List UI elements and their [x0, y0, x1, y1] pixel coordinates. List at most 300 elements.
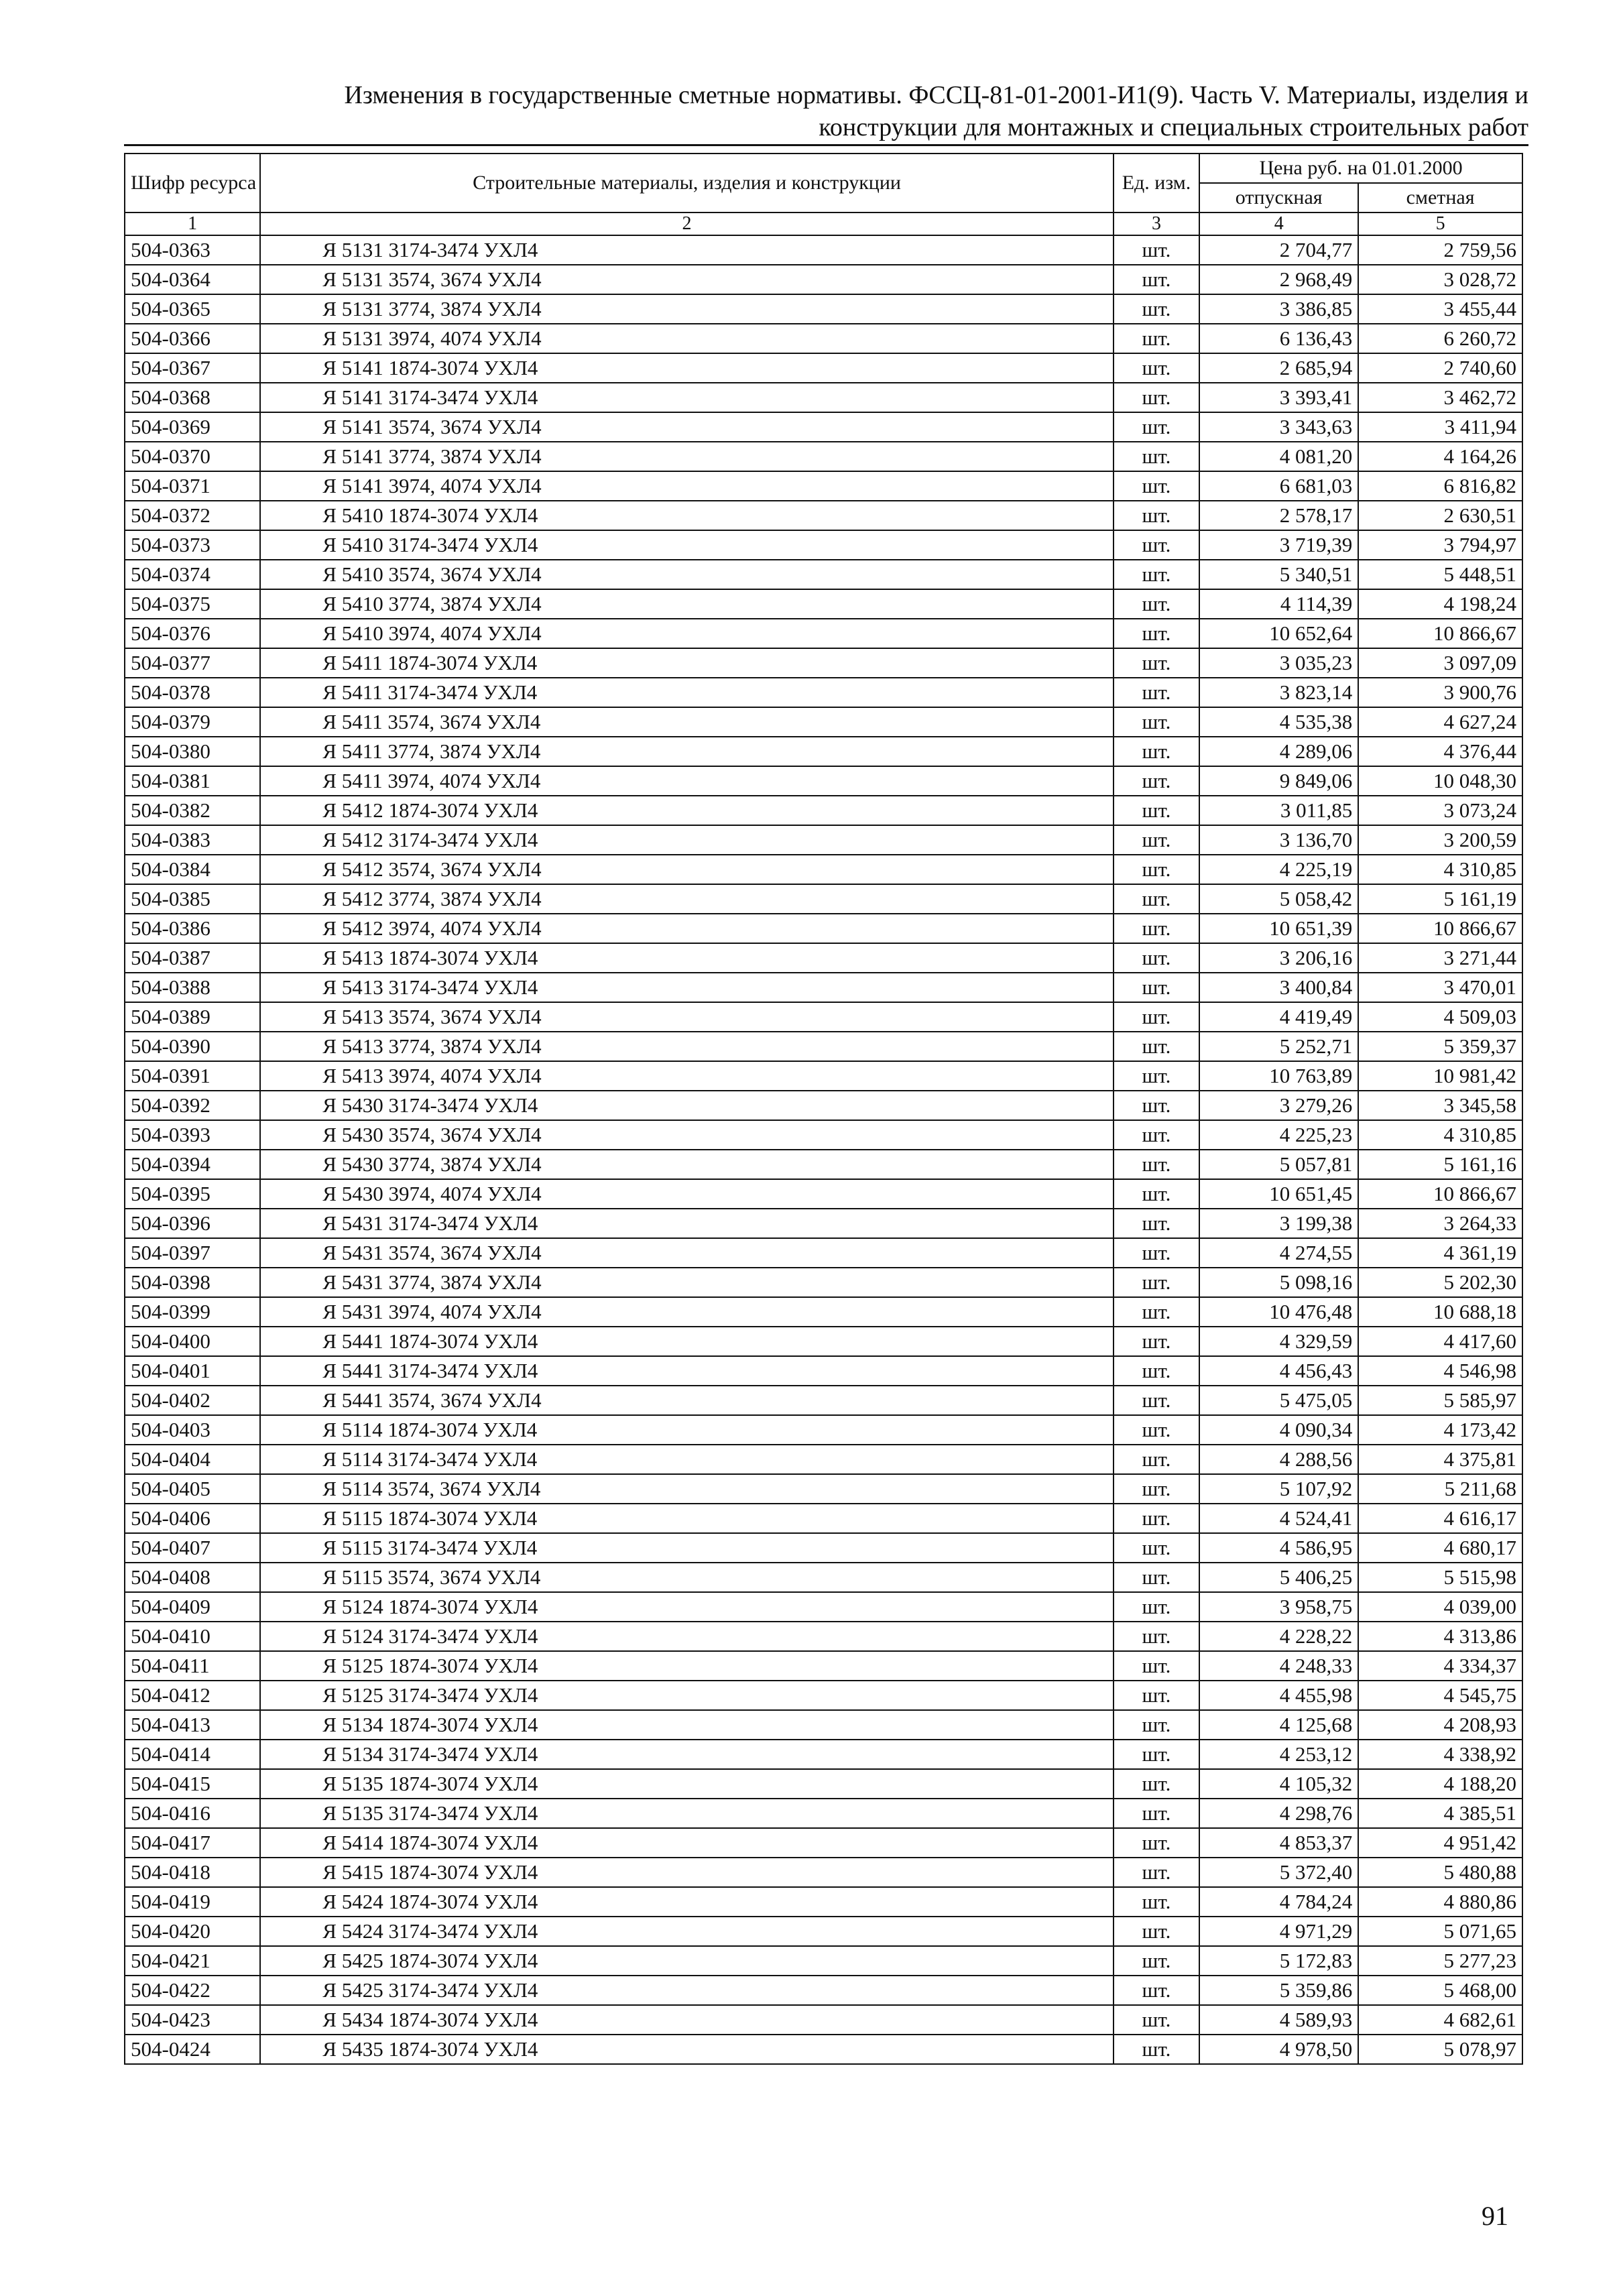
release-price-cell: 2 685,94 — [1199, 353, 1358, 383]
table-row — [125, 1533, 1522, 1563]
estimate-price-cell: 4 198,24 — [1358, 589, 1522, 619]
resource-code-cell: 504-0421 — [125, 1946, 260, 1976]
estimate-price-cell: 10 688,18 — [1358, 1297, 1522, 1327]
estimate-price-cell: 5 515,98 — [1358, 1563, 1522, 1592]
resource-code-cell: 504-0388 — [125, 973, 260, 1002]
release-price-cell: 10 651,45 — [1199, 1179, 1358, 1209]
unit-cell: шт. — [1114, 324, 1199, 353]
unit-cell: шт. — [1114, 1563, 1199, 1592]
estimate-price-cell: 5 071,65 — [1358, 1917, 1522, 1946]
table-row — [125, 1681, 1522, 1710]
release-price-cell: 4 419,49 — [1199, 1002, 1358, 1032]
table-row — [125, 442, 1522, 471]
release-price-cell: 2 704,77 — [1199, 235, 1358, 265]
material-name-cell: Я 5411 1874-3074 УХЛ4 — [260, 648, 1114, 678]
estimate-price-cell: 4 509,03 — [1358, 1002, 1522, 1032]
unit-cell: шт. — [1114, 2005, 1199, 2035]
estimate-price-cell: 4 376,44 — [1358, 737, 1522, 766]
release-price-cell: 4 971,29 — [1199, 1917, 1358, 1946]
material-name-cell: Я 5430 3974, 4074 УХЛ4 — [260, 1179, 1114, 1209]
resource-code-cell: 504-0394 — [125, 1150, 260, 1179]
estimate-price-cell: 5 468,00 — [1358, 1976, 1522, 2005]
unit-cell: шт. — [1114, 412, 1199, 442]
material-name-cell: Я 5431 3574, 3674 УХЛ4 — [260, 1238, 1114, 1268]
table-row — [125, 1769, 1522, 1799]
material-name-cell: Я 5441 1874-3074 УХЛ4 — [260, 1327, 1114, 1356]
resource-code-cell: 504-0374 — [125, 560, 260, 589]
resource-code-cell: 504-0416 — [125, 1799, 260, 1828]
table-row — [125, 1179, 1522, 1209]
material-name-cell: Я 5141 3174-3474 УХЛ4 — [260, 383, 1114, 412]
estimate-price-cell: 4 546,98 — [1358, 1356, 1522, 1386]
material-name-cell: Я 5134 1874-3074 УХЛ4 — [260, 1710, 1114, 1740]
table-row — [125, 1386, 1522, 1415]
material-name-cell: Я 5414 1874-3074 УХЛ4 — [260, 1828, 1114, 1858]
col-header-name: Строительные материалы, изделия и конструкции — [260, 154, 1114, 213]
resource-code-cell: 504-0413 — [125, 1710, 260, 1740]
material-name-cell: Я 5412 3174-3474 УХЛ4 — [260, 825, 1114, 855]
table-row — [125, 1799, 1522, 1828]
unit-cell: шт. — [1114, 1710, 1199, 1740]
material-name-cell: Я 5131 3174-3474 УХЛ4 — [260, 235, 1114, 265]
table-row — [125, 2035, 1522, 2064]
release-price-cell: 4 586,95 — [1199, 1533, 1358, 1563]
unit-cell: шт. — [1114, 914, 1199, 943]
release-price-cell: 5 340,51 — [1199, 560, 1358, 589]
release-price-cell: 3 279,26 — [1199, 1091, 1358, 1120]
material-name-cell: Я 5430 3574, 3674 УХЛ4 — [260, 1120, 1114, 1150]
table-row — [125, 1356, 1522, 1386]
resource-code-cell: 504-0408 — [125, 1563, 260, 1592]
estimate-price-cell: 4 417,60 — [1358, 1327, 1522, 1356]
estimate-price-cell: 3 470,01 — [1358, 973, 1522, 1002]
release-price-cell: 4 081,20 — [1199, 442, 1358, 471]
unit-cell: шт. — [1114, 825, 1199, 855]
estimate-price-cell: 10 866,67 — [1358, 914, 1522, 943]
release-price-cell: 4 455,98 — [1199, 1681, 1358, 1710]
unit-cell: шт. — [1114, 1976, 1199, 2005]
resource-code-cell: 504-0401 — [125, 1356, 260, 1386]
material-name-cell: Я 5411 3774, 3874 УХЛ4 — [260, 737, 1114, 766]
material-name-cell: Я 5134 3174-3474 УХЛ4 — [260, 1740, 1114, 1769]
material-name-cell: Я 5430 3774, 3874 УХЛ4 — [260, 1150, 1114, 1179]
resource-code-cell: 504-0373 — [125, 530, 260, 560]
unit-cell: шт. — [1114, 855, 1199, 884]
material-name-cell: Я 5115 3174-3474 УХЛ4 — [260, 1533, 1114, 1563]
table-row — [125, 265, 1522, 294]
estimate-price-cell: 4 680,17 — [1358, 1533, 1522, 1563]
release-price-cell: 4 289,06 — [1199, 737, 1358, 766]
estimate-price-cell: 4 385,51 — [1358, 1799, 1522, 1828]
table-row — [125, 1828, 1522, 1858]
material-name-cell: Я 5441 3574, 3674 УХЛ4 — [260, 1386, 1114, 1415]
release-price-cell: 4 853,37 — [1199, 1828, 1358, 1858]
release-price-cell: 5 406,25 — [1199, 1563, 1358, 1592]
unit-cell: шт. — [1114, 1061, 1199, 1091]
material-name-cell: Я 5124 3174-3474 УХЛ4 — [260, 1622, 1114, 1651]
material-name-cell: Я 5441 3174-3474 УХЛ4 — [260, 1356, 1114, 1386]
resource-code-cell: 504-0395 — [125, 1179, 260, 1209]
release-price-cell: 4 784,24 — [1199, 1887, 1358, 1917]
resource-code-cell: 504-0379 — [125, 707, 260, 737]
unit-cell: шт. — [1114, 1150, 1199, 1179]
resource-code-cell: 504-0419 — [125, 1887, 260, 1917]
unit-cell: шт. — [1114, 1327, 1199, 1356]
resource-code-cell: 504-0412 — [125, 1681, 260, 1710]
estimate-price-cell: 10 866,67 — [1358, 1179, 1522, 1209]
material-name-cell: Я 5125 3174-3474 УХЛ4 — [260, 1681, 1114, 1710]
table-row — [125, 914, 1522, 943]
col-number: 2 — [260, 213, 1114, 235]
resource-code-cell: 504-0410 — [125, 1622, 260, 1651]
resource-code-cell: 504-0380 — [125, 737, 260, 766]
page-number: 91 — [1482, 2201, 1508, 2231]
resource-code-cell: 504-0387 — [125, 943, 260, 973]
table-row — [125, 1120, 1522, 1150]
unit-cell: шт. — [1114, 501, 1199, 530]
material-name-cell: Я 5114 3174-3474 УХЛ4 — [260, 1445, 1114, 1474]
unit-cell: шт. — [1114, 1946, 1199, 1976]
material-name-cell: Я 5431 3174-3474 УХЛ4 — [260, 1209, 1114, 1238]
table-row — [125, 1002, 1522, 1032]
material-name-cell: Я 5431 3974, 4074 УХЛ4 — [260, 1297, 1114, 1327]
material-name-cell: Я 5114 3574, 3674 УХЛ4 — [260, 1474, 1114, 1504]
resource-code-cell: 504-0384 — [125, 855, 260, 884]
material-name-cell: Я 5114 1874-3074 УХЛ4 — [260, 1415, 1114, 1445]
unit-cell: шт. — [1114, 530, 1199, 560]
material-name-cell: Я 5131 3574, 3674 УХЛ4 — [260, 265, 1114, 294]
unit-cell: шт. — [1114, 235, 1199, 265]
table-row — [125, 737, 1522, 766]
unit-cell: шт. — [1114, 353, 1199, 383]
estimate-price-cell: 5 078,97 — [1358, 2035, 1522, 2064]
estimate-price-cell: 3 794,97 — [1358, 530, 1522, 560]
estimate-price-cell: 3 345,58 — [1358, 1091, 1522, 1120]
estimate-price-cell: 3 200,59 — [1358, 825, 1522, 855]
table-row — [125, 766, 1522, 796]
material-name-cell: Я 5435 1874-3074 УХЛ4 — [260, 2035, 1114, 2064]
material-name-cell: Я 5115 1874-3074 УХЛ4 — [260, 1504, 1114, 1533]
material-name-cell: Я 5125 1874-3074 УХЛ4 — [260, 1651, 1114, 1681]
resource-code-cell: 504-0367 — [125, 353, 260, 383]
estimate-price-cell: 3 264,33 — [1358, 1209, 1522, 1238]
estimate-price-cell: 2 740,60 — [1358, 353, 1522, 383]
material-name-cell: Я 5141 3574, 3674 УХЛ4 — [260, 412, 1114, 442]
table-row — [125, 294, 1522, 324]
estimate-price-cell: 4 208,93 — [1358, 1710, 1522, 1740]
material-name-cell: Я 5411 3974, 4074 УХЛ4 — [260, 766, 1114, 796]
release-price-cell: 4 329,59 — [1199, 1327, 1358, 1356]
release-price-cell: 4 535,38 — [1199, 707, 1358, 737]
estimate-price-cell: 10 048,30 — [1358, 766, 1522, 796]
unit-cell: шт. — [1114, 1002, 1199, 1032]
material-name-cell: Я 5413 1874-3074 УХЛ4 — [260, 943, 1114, 973]
price-table — [124, 153, 1523, 2065]
resource-code-cell: 504-0364 — [125, 265, 260, 294]
material-name-cell: Я 5115 3574, 3674 УХЛ4 — [260, 1563, 1114, 1592]
resource-code-cell: 504-0424 — [125, 2035, 260, 2064]
unit-cell: шт. — [1114, 1769, 1199, 1799]
table-row — [125, 1238, 1522, 1268]
col-header-release-price: отпускная — [1199, 183, 1358, 213]
estimate-price-cell: 10 866,67 — [1358, 619, 1522, 648]
estimate-price-cell: 5 277,23 — [1358, 1946, 1522, 1976]
unit-cell: шт. — [1114, 1445, 1199, 1474]
unit-cell: шт. — [1114, 1386, 1199, 1415]
table-row — [125, 1474, 1522, 1504]
estimate-price-cell: 5 161,19 — [1358, 884, 1522, 914]
table-row — [125, 1563, 1522, 1592]
release-price-cell: 3 400,84 — [1199, 973, 1358, 1002]
estimate-price-cell: 4 375,81 — [1358, 1445, 1522, 1474]
unit-cell: шт. — [1114, 265, 1199, 294]
resource-code-cell: 504-0396 — [125, 1209, 260, 1238]
unit-cell: шт. — [1114, 589, 1199, 619]
table-row — [125, 353, 1522, 383]
col-number: 5 — [1358, 213, 1522, 235]
material-name-cell: Я 5413 3574, 3674 УХЛ4 — [260, 1002, 1114, 1032]
resource-code-cell: 504-0391 — [125, 1061, 260, 1091]
estimate-price-cell: 4 310,85 — [1358, 855, 1522, 884]
unit-cell: шт. — [1114, 1533, 1199, 1563]
release-price-cell: 5 057,81 — [1199, 1150, 1358, 1179]
unit-cell: шт. — [1114, 383, 1199, 412]
unit-cell: шт. — [1114, 1032, 1199, 1061]
resource-code-cell: 504-0381 — [125, 766, 260, 796]
unit-cell: шт. — [1114, 1799, 1199, 1828]
unit-cell: шт. — [1114, 1651, 1199, 1681]
table-row — [125, 1858, 1522, 1887]
material-name-cell: Я 5141 1874-3074 УХЛ4 — [260, 353, 1114, 383]
unit-cell: шт. — [1114, 1740, 1199, 1769]
release-price-cell: 4 090,34 — [1199, 1415, 1358, 1445]
table-row — [125, 383, 1522, 412]
resource-code-cell: 504-0406 — [125, 1504, 260, 1533]
unit-cell: шт. — [1114, 1828, 1199, 1858]
unit-cell: шт. — [1114, 1091, 1199, 1120]
unit-cell: шт. — [1114, 1209, 1199, 1238]
resource-code-cell: 504-0375 — [125, 589, 260, 619]
release-price-cell: 4 589,93 — [1199, 2005, 1358, 2035]
estimate-price-cell: 4 310,85 — [1358, 1120, 1522, 1150]
table-row — [125, 530, 1522, 560]
table-row — [125, 648, 1522, 678]
resource-code-cell: 504-0382 — [125, 796, 260, 825]
col-header-unit: Ед. изм. — [1114, 154, 1199, 213]
unit-cell: шт. — [1114, 737, 1199, 766]
resource-code-cell: 504-0389 — [125, 1002, 260, 1032]
release-price-cell: 4 288,56 — [1199, 1445, 1358, 1474]
table-row — [125, 707, 1522, 737]
release-price-cell: 4 105,32 — [1199, 1769, 1358, 1799]
release-price-cell: 5 475,05 — [1199, 1386, 1358, 1415]
table-row — [125, 855, 1522, 884]
material-name-cell: Я 5410 1874-3074 УХЛ4 — [260, 501, 1114, 530]
release-price-cell: 3 958,75 — [1199, 1592, 1358, 1622]
release-price-cell: 3 823,14 — [1199, 678, 1358, 707]
table-row — [125, 1091, 1522, 1120]
unit-cell: шт. — [1114, 1356, 1199, 1386]
material-name-cell: Я 5415 1874-3074 УХЛ4 — [260, 1858, 1114, 1887]
material-name-cell: Я 5410 3974, 4074 УХЛ4 — [260, 619, 1114, 648]
estimate-price-cell: 3 455,44 — [1358, 294, 1522, 324]
release-price-cell: 3 199,38 — [1199, 1209, 1358, 1238]
material-name-cell: Я 5410 3174-3474 УХЛ4 — [260, 530, 1114, 560]
unit-cell: шт. — [1114, 294, 1199, 324]
resource-code-cell: 504-0366 — [125, 324, 260, 353]
table-row — [125, 501, 1522, 530]
table-row — [125, 1917, 1522, 1946]
table-body — [125, 235, 1522, 2064]
release-price-cell: 3 035,23 — [1199, 648, 1358, 678]
material-name-cell: Я 5424 1874-3074 УХЛ4 — [260, 1887, 1114, 1917]
estimate-price-cell: 5 161,16 — [1358, 1150, 1522, 1179]
release-price-cell: 3 206,16 — [1199, 943, 1358, 973]
resource-code-cell: 504-0417 — [125, 1828, 260, 1858]
header-line-1: Изменения в государственные сметные нормативы. ФССЦ-81-01-2001-И1(9). Часть V. Материалы, изделия и — [344, 81, 1528, 109]
table-row — [125, 235, 1522, 265]
resource-code-cell: 504-0363 — [125, 235, 260, 265]
unit-cell: шт. — [1114, 1917, 1199, 1946]
estimate-price-cell: 5 585,97 — [1358, 1386, 1522, 1415]
material-name-cell: Я 5412 1874-3074 УХЛ4 — [260, 796, 1114, 825]
table-row — [125, 589, 1522, 619]
release-price-cell: 4 274,55 — [1199, 1238, 1358, 1268]
estimate-price-cell: 6 816,82 — [1358, 471, 1522, 501]
estimate-price-cell: 5 359,37 — [1358, 1032, 1522, 1061]
release-price-cell: 3 011,85 — [1199, 796, 1358, 825]
resource-code-cell: 504-0411 — [125, 1651, 260, 1681]
release-price-cell: 3 386,85 — [1199, 294, 1358, 324]
estimate-price-cell: 4 173,42 — [1358, 1415, 1522, 1445]
resource-code-cell: 504-0402 — [125, 1386, 260, 1415]
estimate-price-cell: 5 480,88 — [1358, 1858, 1522, 1887]
unit-cell: шт. — [1114, 943, 1199, 973]
table-row — [125, 412, 1522, 442]
resource-code-cell: 504-0414 — [125, 1740, 260, 1769]
release-price-cell: 5 252,71 — [1199, 1032, 1358, 1061]
material-name-cell: Я 5411 3174-3474 УХЛ4 — [260, 678, 1114, 707]
document-header — [121, 79, 1528, 143]
estimate-price-cell: 3 073,24 — [1358, 796, 1522, 825]
col-header-estimate-price: сметная — [1358, 183, 1522, 213]
table-row — [125, 324, 1522, 353]
release-price-cell: 4 248,33 — [1199, 1651, 1358, 1681]
material-name-cell: Я 5413 3774, 3874 УХЛ4 — [260, 1032, 1114, 1061]
unit-cell: шт. — [1114, 1238, 1199, 1268]
release-price-cell: 4 114,39 — [1199, 589, 1358, 619]
release-price-cell: 5 058,42 — [1199, 884, 1358, 914]
table-row — [125, 1297, 1522, 1327]
table-row — [125, 796, 1522, 825]
estimate-price-cell: 4 188,20 — [1358, 1769, 1522, 1799]
unit-cell: шт. — [1114, 1504, 1199, 1533]
unit-cell: шт. — [1114, 560, 1199, 589]
col-number: 1 — [125, 213, 260, 235]
table-row — [125, 825, 1522, 855]
table-row — [125, 1032, 1522, 1061]
material-name-cell: Я 5413 3974, 4074 УХЛ4 — [260, 1061, 1114, 1091]
estimate-price-cell: 3 900,76 — [1358, 678, 1522, 707]
table-row — [125, 471, 1522, 501]
column-number-row — [125, 213, 1522, 235]
resource-code-cell: 504-0418 — [125, 1858, 260, 1887]
release-price-cell: 4 225,19 — [1199, 855, 1358, 884]
material-name-cell: Я 5434 1874-3074 УХЛ4 — [260, 2005, 1114, 2035]
resource-code-cell: 504-0405 — [125, 1474, 260, 1504]
estimate-price-cell: 3 271,44 — [1358, 943, 1522, 973]
table-row — [125, 619, 1522, 648]
release-price-cell: 3 719,39 — [1199, 530, 1358, 560]
table-row — [125, 1061, 1522, 1091]
unit-cell: шт. — [1114, 619, 1199, 648]
material-name-cell: Я 5410 3774, 3874 УХЛ4 — [260, 589, 1114, 619]
table-row — [125, 1415, 1522, 1445]
resource-code-cell: 504-0370 — [125, 442, 260, 471]
material-name-cell: Я 5412 3974, 4074 УХЛ4 — [260, 914, 1114, 943]
material-name-cell: Я 5131 3774, 3874 УХЛ4 — [260, 294, 1114, 324]
release-price-cell: 4 253,12 — [1199, 1740, 1358, 1769]
col-header-price: Цена руб. на 01.01.2000 — [1199, 154, 1522, 183]
estimate-price-cell: 3 097,09 — [1358, 648, 1522, 678]
resource-code-cell: 504-0392 — [125, 1091, 260, 1120]
resource-code-cell: 504-0376 — [125, 619, 260, 648]
resource-code-cell: 504-0404 — [125, 1445, 260, 1474]
release-price-cell: 4 524,41 — [1199, 1504, 1358, 1533]
material-name-cell: Я 5425 1874-3074 УХЛ4 — [260, 1946, 1114, 1976]
resource-code-cell: 504-0385 — [125, 884, 260, 914]
release-price-cell: 4 456,43 — [1199, 1356, 1358, 1386]
unit-cell: шт. — [1114, 796, 1199, 825]
table-row — [125, 1592, 1522, 1622]
resource-code-cell: 504-0386 — [125, 914, 260, 943]
table-row — [125, 1710, 1522, 1740]
estimate-price-cell: 4 361,19 — [1358, 1238, 1522, 1268]
release-price-cell: 2 578,17 — [1199, 501, 1358, 530]
table-row — [125, 1622, 1522, 1651]
resource-code-cell: 504-0390 — [125, 1032, 260, 1061]
estimate-price-cell: 5 202,30 — [1358, 1268, 1522, 1297]
material-name-cell: Я 5135 3174-3474 УХЛ4 — [260, 1799, 1114, 1828]
unit-cell: шт. — [1114, 1622, 1199, 1651]
release-price-cell: 2 968,49 — [1199, 265, 1358, 294]
material-name-cell: Я 5425 3174-3474 УХЛ4 — [260, 1976, 1114, 2005]
resource-code-cell: 504-0415 — [125, 1769, 260, 1799]
estimate-price-cell: 4 039,00 — [1358, 1592, 1522, 1622]
estimate-price-cell: 3 028,72 — [1358, 265, 1522, 294]
release-price-cell: 5 359,86 — [1199, 1976, 1358, 2005]
release-price-cell: 4 978,50 — [1199, 2035, 1358, 2064]
unit-cell: шт. — [1114, 648, 1199, 678]
material-name-cell: Я 5141 3774, 3874 УХЛ4 — [260, 442, 1114, 471]
table-row — [125, 678, 1522, 707]
material-name-cell: Я 5412 3574, 3674 УХЛ4 — [260, 855, 1114, 884]
estimate-price-cell: 4 951,42 — [1358, 1828, 1522, 1858]
header-line-2: конструкции для монтажных и специальных строительных работ — [819, 113, 1528, 141]
release-price-cell: 6 136,43 — [1199, 324, 1358, 353]
unit-cell: шт. — [1114, 1474, 1199, 1504]
table-row — [125, 1445, 1522, 1474]
material-name-cell: Я 5424 3174-3474 УХЛ4 — [260, 1917, 1114, 1946]
material-name-cell: Я 5411 3574, 3674 УХЛ4 — [260, 707, 1114, 737]
unit-cell: шт. — [1114, 1415, 1199, 1445]
resource-code-cell: 504-0403 — [125, 1415, 260, 1445]
release-price-cell: 5 172,83 — [1199, 1946, 1358, 1976]
unit-cell: шт. — [1114, 1120, 1199, 1150]
estimate-price-cell: 4 682,61 — [1358, 2005, 1522, 2035]
unit-cell: шт. — [1114, 766, 1199, 796]
resource-code-cell: 504-0420 — [125, 1917, 260, 1946]
